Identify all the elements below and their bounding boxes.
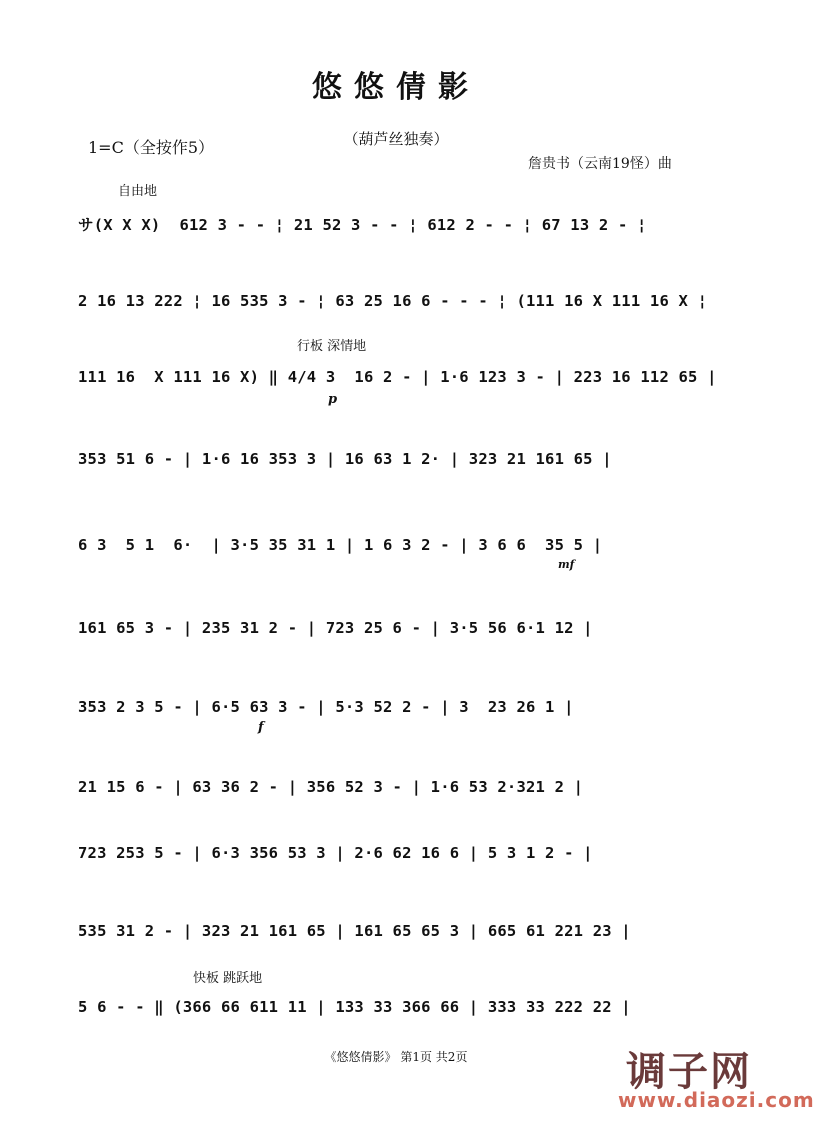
notation-line: 723 253 5 - | 6·3 356 53 3 | 2·6 62 16 6 | 5 3 1 2 - | (78, 844, 593, 862)
notation-line: 161 65 3 - | 235 31 2 - | 723 25 6 - | 3·5 56 6·1 12 | (78, 619, 593, 637)
notation-line: サ(X X X) 612 3 - - ¦ 21 52 3 - - ¦ 612 2 - - ¦ 67 13 2 - ¦ (78, 216, 647, 234)
notation-line: 535 31 2 - | 323 21 161 65 | 161 65 65 3 | 665 61 221 23 | (78, 922, 631, 940)
notation-line: 2 16 13 222 ¦ 16 535 3 - ¦ 63 25 16 6 - - - ¦ (111 16 X 111 16 X ¦ (78, 292, 708, 310)
score-line-4 (78, 444, 718, 474)
subtitle: （葫芦丝独奏） (343, 130, 449, 148)
notation-line: 6 3 5 1 6· | 3·5 35 31 1 | 1 6 3 2 - | 3 6 6 35 5 | (78, 536, 603, 554)
score-line-10 (78, 916, 718, 946)
dynamic-f: f (258, 720, 264, 735)
watermark-brand: 调子网 (626, 1049, 752, 1095)
dynamic-p: p (328, 392, 338, 407)
site-watermark (618, 1040, 815, 1112)
score-line-6 (78, 613, 718, 643)
composer: 詹贵书（云南19怪）曲 (528, 156, 672, 172)
tempo-mark-andante: 行板 深情地 (297, 339, 367, 354)
notation-line: 21 15 6 - | 63 36 2 - | 356 52 3 - | 1·6 53 2·321 2 | (78, 778, 584, 796)
score-title: 悠悠倩影 (312, 70, 480, 105)
score-line-9 (78, 838, 718, 868)
tempo-mark-allegro: 快板 跳跃地 (193, 971, 263, 986)
score-line-7 (78, 692, 718, 722)
notation-line: 5 6 - - ‖ (366 66 611 11 | 133 33 366 66 | 333 33 222 22 | (78, 998, 631, 1016)
score-line-3 (78, 362, 718, 392)
score-line-5 (78, 530, 718, 560)
score-line-2 (78, 286, 718, 316)
notation-line: 353 51 6 - | 1·6 16 353 3 | 16 63 1 2· | 323 21 161 65 | (78, 450, 612, 468)
watermark-url: www.diaozi.com (618, 1088, 815, 1112)
dynamic-mf: mf (558, 558, 575, 571)
score-line-8 (78, 772, 718, 802)
score-line-1 (78, 210, 718, 240)
score-line-11 (78, 992, 718, 1022)
page-footer: 《悠悠倩影》 第1页 共2页 (324, 1050, 468, 1064)
key-signature: 1=C（全按作5） (88, 138, 215, 157)
notation-line: 111 16 X 111 16 X) ‖ 4/4 3 16 2 - | 1·6 123 3 - | 223 16 112 65 | (78, 368, 717, 386)
tempo-mark-free: 自由地 (118, 184, 158, 199)
notation-line: 353 2 3 5 - | 6·5 63 3 - | 5·3 52 2 - | 3 23 26 1 | (78, 698, 574, 716)
